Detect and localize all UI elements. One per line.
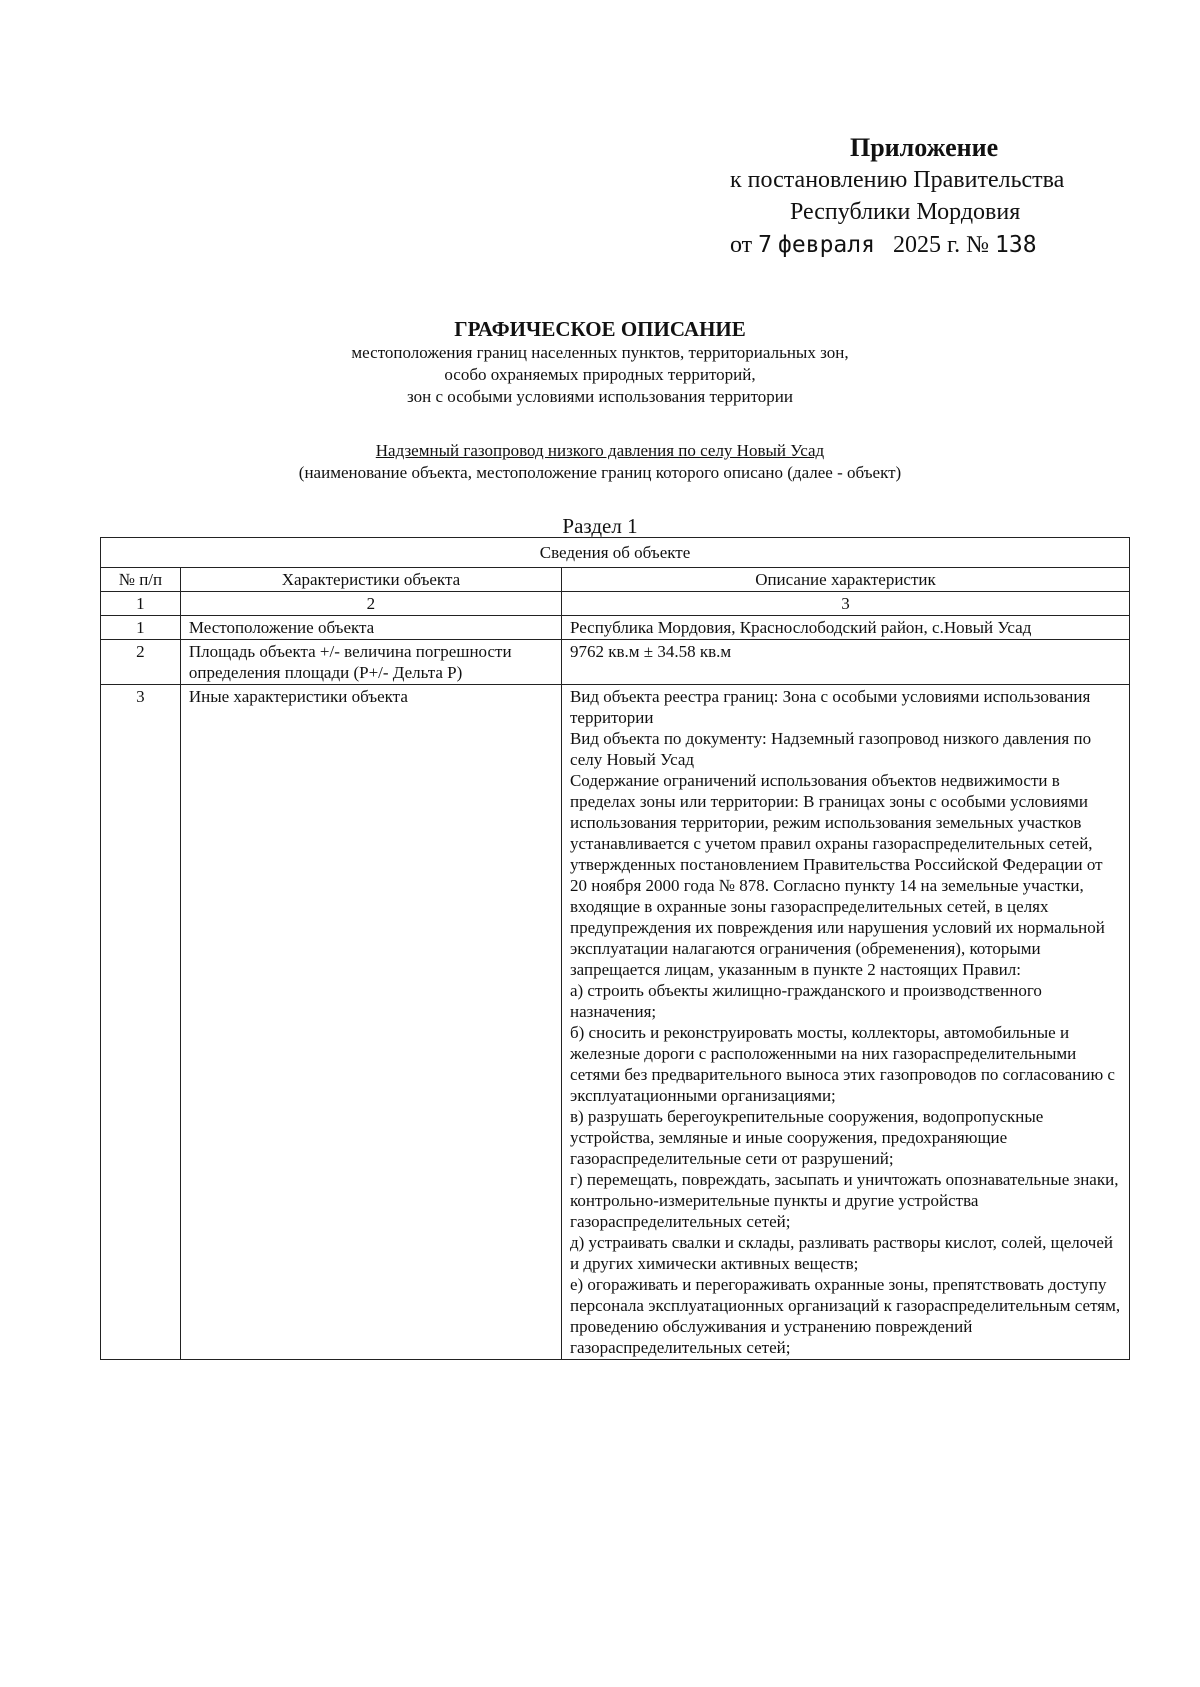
date-month: февраля (778, 232, 875, 258)
table-colnum-row (101, 592, 1130, 616)
desc-paragraph: Содержание ограничений использования объектов недвижимости в пределах зоны или территории: В границах зоны с особыми условиями использования территории, режим использования земельных участков устанавливается с учетом правил охраны газораспределительных сетей, утвержденных постановлением Правительства Российской Федерации от 20 ноября 2000 года № 878. Согласно пункту 14 на земельные участки, входящие в охранные зоны газораспределительных сетей, в целях предупреждения их повреждения или нарушения условий их нормальной эксплуатации налагаются ограничения (обременения), которыми запрещается лицам, указанным в пункте 2 настоящих Правил: (569, 771, 1105, 979)
table-header-row (101, 568, 1130, 592)
desc-paragraph: в) разрушать берегоукрепительные сооружения, водопропускные устройства, земляные и иные сооружения, предохраняющие газораспределительные сети от разрушений; (569, 1107, 1044, 1168)
attachment-line1: к постановлению Правительства (730, 167, 1065, 193)
header-description: Описание характеристик (561, 568, 1129, 592)
header-characteristic: Характеристики объекта (180, 568, 561, 592)
object-info-table (100, 537, 1130, 1360)
row-num: 1 (101, 616, 181, 640)
object-block (0, 440, 1200, 484)
desc-paragraph: б) сносить и реконструировать мосты, коллекторы, автомобильные и железные дороги с расположенными на них газораспределительными сетями без предварительного выноса этих газопроводов по согласованию с эксплуатационными организациями; (569, 1023, 1115, 1105)
subtitle-line-2: особо охраняемых природных территорий, (444, 365, 756, 384)
table-row (101, 640, 1130, 685)
section-label: Раздел 1 (562, 514, 638, 538)
document-title: ГРАФИЧЕСКОЕ ОПИСАНИЕ (454, 317, 746, 341)
colnum-2: 2 (180, 592, 561, 616)
table-caption: Сведения об объекте (101, 538, 1130, 568)
row-characteristic: Площадь объекта +/- величина погрешности определения площади (Р+/- Дельта Р) (180, 640, 561, 685)
desc-paragraph: Вид объекта реестра границ: Зона с особыми условиями использования территории (569, 687, 1091, 727)
row-num: 3 (101, 685, 181, 1360)
attachment-line2: Республики Мордовия (790, 199, 1021, 225)
date-day: 7 (758, 232, 773, 258)
row-num: 2 (101, 640, 181, 685)
document-number: 138 (995, 232, 1037, 258)
desc-paragraph: г) перемещать, повреждать, засыпать и уничтожать опознавательные знаки, контрольно-измерительные пункты и другие устройства газораспределительных сетей; (569, 1170, 1119, 1231)
subtitle-line-3: зон с особыми условиями использования территории (407, 387, 793, 406)
row-description (561, 685, 1129, 1360)
document-header (0, 316, 1200, 408)
colnum-3: 3 (561, 592, 1129, 616)
date-year: 2025 г. № (892, 232, 990, 258)
attachment-title: Приложение (850, 133, 999, 162)
table-row (101, 616, 1130, 640)
date-prefix: от (730, 232, 753, 258)
subtitle-line-1: местоположения границ населенных пунктов, территориальных зон, (351, 343, 849, 362)
desc-paragraph: а) строить объекты жилищно-гражданского и производственного назначения; (569, 981, 1042, 1021)
row-characteristic: Иные характеристики объекта (180, 685, 561, 1360)
table-caption-row (101, 538, 1130, 568)
colnum-1: 1 (101, 592, 181, 616)
attachment-block (730, 132, 1130, 262)
row-characteristic: Местоположение объекта (180, 616, 561, 640)
desc-paragraph: д) устраивать свалки и склады, разливать растворы кислот, солей, щелочей и других химически активных веществ; (569, 1233, 1113, 1273)
object-name: Надземный газопровод низкого давления по селу Новый Усад (375, 441, 825, 460)
header-num: № п/п (101, 568, 181, 592)
object-note: (наименование объекта, местоположение границ которого описано (далее - объект) (298, 463, 902, 482)
attachment-date (730, 228, 1130, 262)
row-description: Республика Мордовия, Краснослободский район, с.Новый Усад (561, 616, 1129, 640)
table-row (101, 685, 1130, 1360)
desc-paragraph: е) огораживать и перегораживать охранные зоны, препятствовать доступу персонала эксплуатационных организаций к газораспределительным сетям, проведению обслуживания и устранению повреждений газораспределительных сетей; (569, 1275, 1121, 1357)
row-description: 9762 кв.м ± 34.58 кв.м (561, 640, 1129, 685)
desc-paragraph: Вид объекта по документу: Надземный газопровод низкого давления по селу Новый Усад (569, 729, 1092, 769)
